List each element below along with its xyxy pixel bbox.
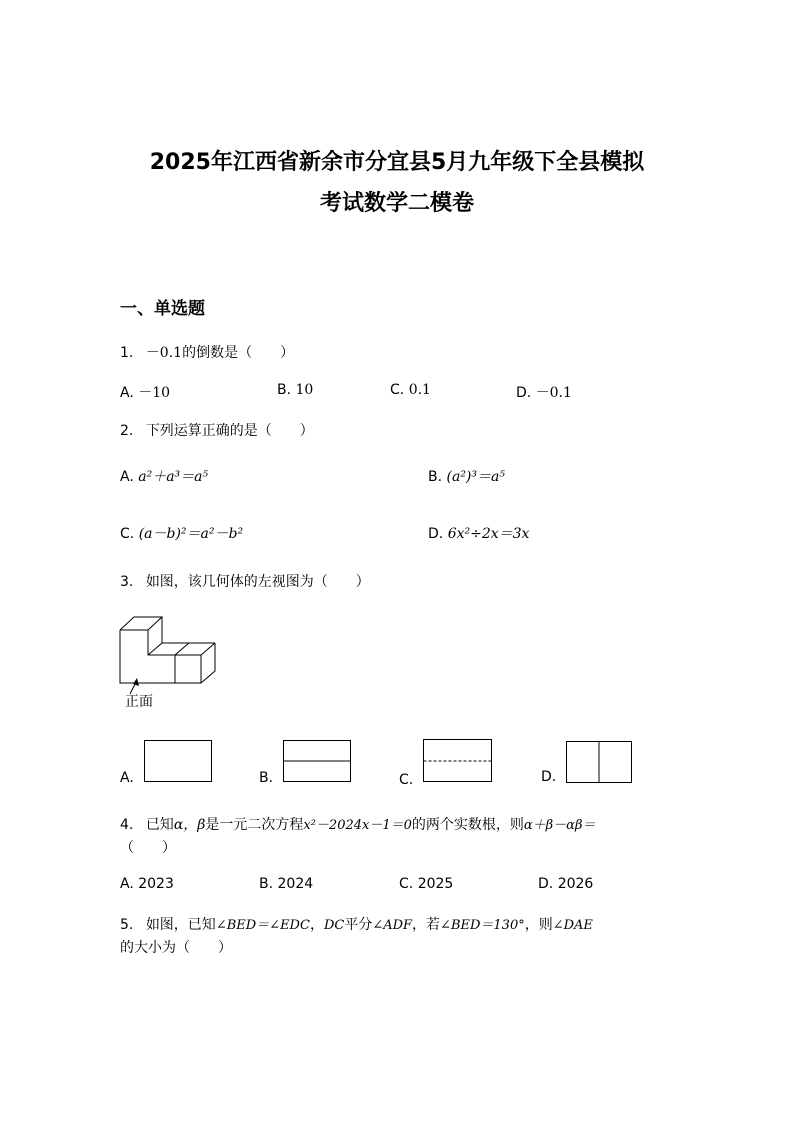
- page-title-line2: 考试数学二模卷: [319, 191, 474, 216]
- question-1: [120, 342, 294, 362]
- q4-option-d[interactable]: D. 2026: [538, 876, 594, 892]
- lower-top-face: [162, 643, 189, 655]
- q1-option-a[interactable]: A. －10: [120, 385, 171, 401]
- q3-option-c-label[interactable]: C.: [399, 772, 414, 788]
- question-number: 1.: [120, 345, 134, 361]
- question-text: 下列运算正确的是（ ）: [145, 423, 314, 439]
- question-expression: －0.1: [145, 345, 183, 361]
- question-3: [120, 571, 370, 591]
- q2-option-d[interactable]: D. 6x²÷2x＝3x: [428, 526, 530, 542]
- upper-top-face: [120, 617, 162, 630]
- question-5: 5. 如图，已知∠BED＝∠EDC，DC平分∠ADF，若∠BED＝130°，则∠DAE: [120, 917, 593, 933]
- question-number: 3.: [120, 574, 134, 590]
- q1-option-d[interactable]: D. －0.1: [516, 385, 572, 401]
- question-2: [120, 420, 314, 440]
- q3-option-d-figure[interactable]: [566, 741, 633, 784]
- q4-option-c[interactable]: C. 2025: [399, 876, 454, 892]
- q3-option-a-label[interactable]: A.: [120, 770, 134, 786]
- q3-option-a-figure[interactable]: [144, 740, 212, 783]
- q3-option-b-figure[interactable]: [283, 740, 351, 783]
- q4-option-b[interactable]: B. 2024: [259, 876, 314, 892]
- q2-option-b[interactable]: B. (a²)³＝a⁵: [428, 469, 505, 485]
- question-text: 的倒数是（ ）: [182, 345, 295, 361]
- question-text: 如图，该几何体的左视图为（ ）: [145, 574, 370, 590]
- q3-option-c-figure[interactable]: [423, 739, 493, 783]
- q2-option-a[interactable]: A. a²＋a³＝a⁵: [120, 469, 209, 485]
- front-view-label: 正面: [125, 694, 153, 710]
- question-5-line2: 的大小为（ ）: [120, 940, 232, 956]
- question-4: 4. 已知α，β是一元二次方程x²－2024x－1＝0的两个实数根，则α＋β－αβ＝: [120, 817, 596, 833]
- front-face: [120, 630, 175, 683]
- arrow-head-icon: [133, 678, 139, 686]
- section-heading: 一、单选题: [120, 299, 205, 319]
- question-number: 5.: [120, 917, 134, 933]
- q1-option-b[interactable]: B. 10: [277, 382, 314, 398]
- q2-option-c[interactable]: C. (a－b)²＝a²－b²: [120, 526, 244, 542]
- question-number: 2.: [120, 423, 134, 439]
- q3-option-b-label[interactable]: B.: [259, 770, 274, 786]
- question-number: 4.: [120, 817, 134, 833]
- q3-option-d-label[interactable]: D.: [541, 769, 557, 785]
- page-title-line1: 2025年江西省新余市分宜县5月九年级下全县模拟: [149, 150, 645, 175]
- q1-option-c[interactable]: C. 0.1: [390, 382, 431, 398]
- question-4-paren: （ ）: [120, 840, 176, 856]
- q4-option-a[interactable]: A. 2023: [120, 876, 174, 892]
